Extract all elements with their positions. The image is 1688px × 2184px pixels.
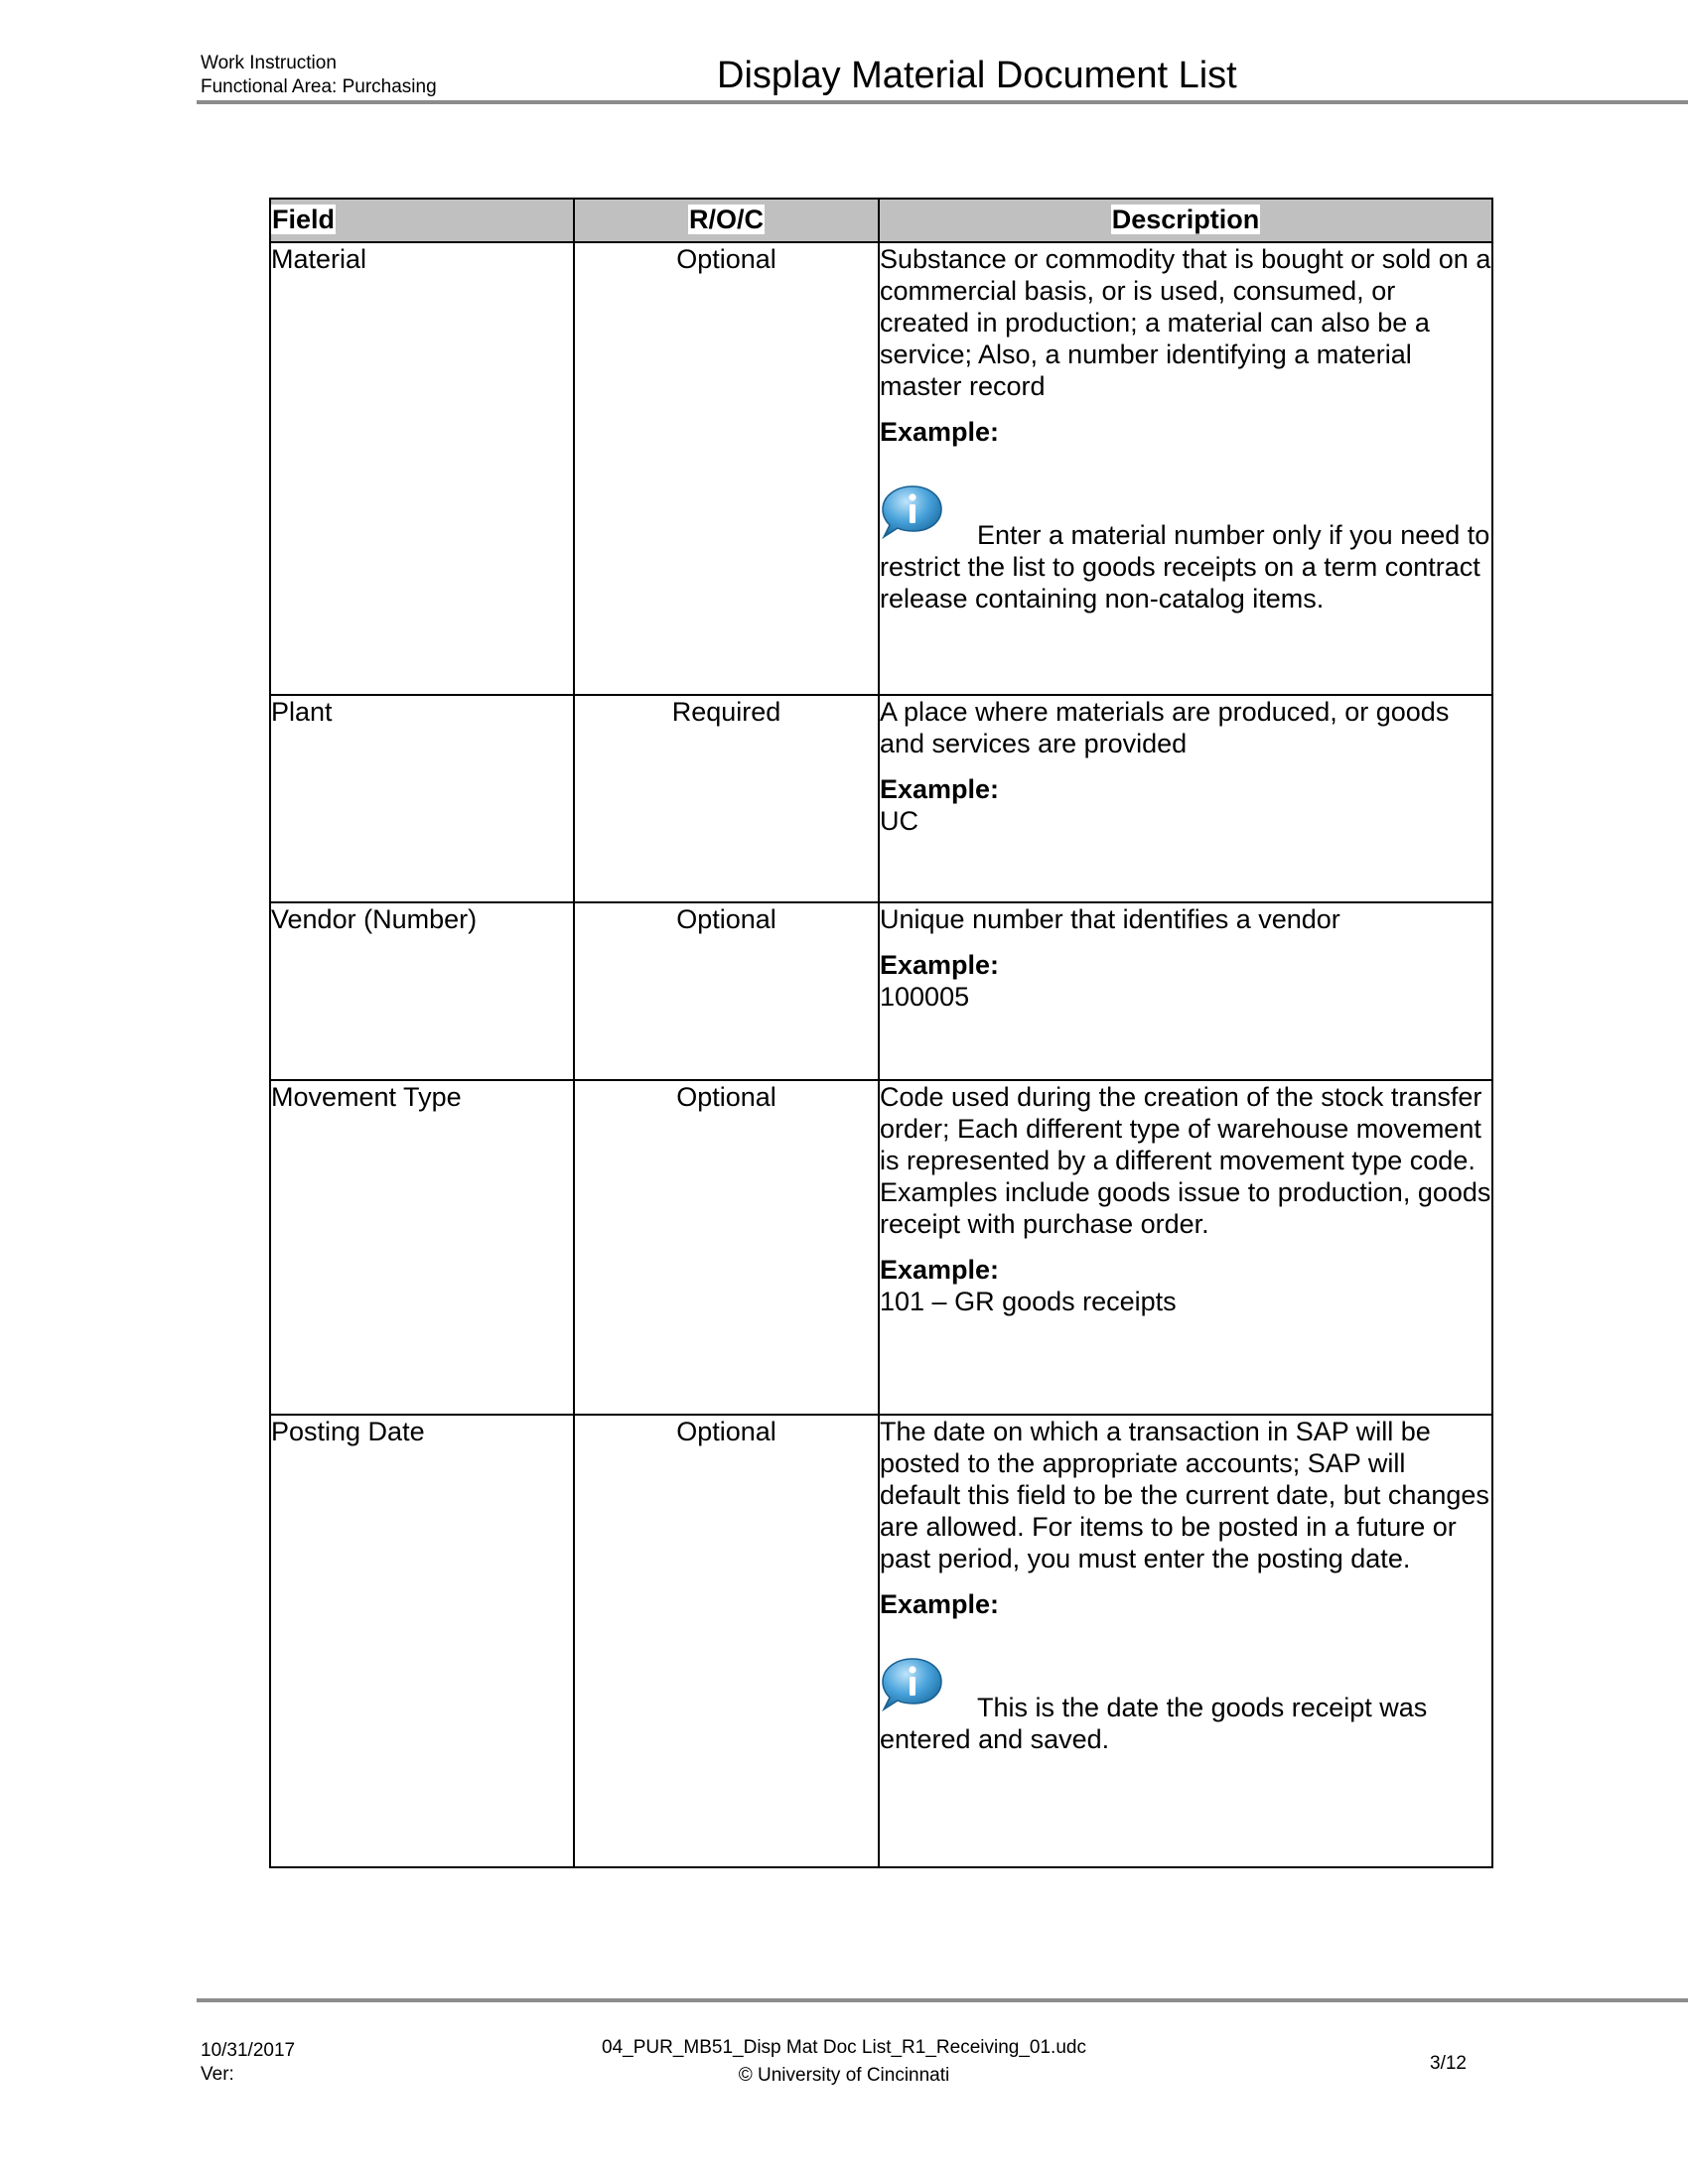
table-row-movement-type bbox=[270, 1080, 1492, 1415]
field-roc: Optional bbox=[574, 902, 879, 1080]
field-table bbox=[269, 198, 1493, 1868]
field-description-cell bbox=[879, 902, 1492, 1080]
field-roc: Optional bbox=[574, 242, 879, 695]
field-roc: Required bbox=[574, 695, 879, 902]
field-description-cell bbox=[879, 695, 1492, 902]
field-name: Material bbox=[270, 242, 574, 695]
column-header-field: Field bbox=[270, 199, 574, 242]
footer-divider bbox=[197, 1998, 1688, 2002]
footer-date: 10/31/2017 bbox=[201, 2040, 296, 2061]
table-header-row bbox=[270, 199, 1492, 242]
note-text: Enter a material number only if you need to restrict the list to goods receipts on a term contract release containing non-catalog items. bbox=[880, 520, 1490, 614]
info-note bbox=[880, 1658, 1491, 1755]
field-name: Vendor (Number) bbox=[270, 902, 574, 1080]
field-description: Unique number that identifies a vendor bbox=[880, 904, 1340, 934]
field-description-cell bbox=[879, 1080, 1492, 1415]
example-label: Example: bbox=[880, 1589, 1000, 1619]
field-description: The date on which a transaction in SAP will be posted to the appropriate accounts; SAP will default this field to be the current date, but changes are allowed. For items to be posted in a future or past period, you must enter the posting date. bbox=[880, 1417, 1489, 1573]
field-description-cell bbox=[879, 242, 1492, 695]
field-description-cell bbox=[879, 1415, 1492, 1867]
table-row-posting-date bbox=[270, 1415, 1492, 1867]
example-value: 101 – GR goods receipts bbox=[880, 1287, 1177, 1316]
field-description: A place where materials are produced, or goods and services are provided bbox=[880, 697, 1450, 758]
footer-filename: 04_PUR_MB51_Disp Mat Doc List_R1_Receiving_01.udc bbox=[602, 2037, 1086, 2058]
footer-version: Ver: bbox=[201, 2064, 234, 2085]
functional-area: Functional Area: Purchasing bbox=[201, 76, 437, 97]
footer-meta bbox=[201, 2039, 295, 2087]
note-text: This is the date the goods receipt was entered and saved. bbox=[880, 1693, 1428, 1754]
field-name: Movement Type bbox=[270, 1080, 574, 1415]
field-description: Substance or commodity that is bought or sold on a commercial basis, or is used, consumed, or created in production; a material can also be a service; Also, a number identifying a material master record bbox=[880, 244, 1491, 401]
table-row-vendor bbox=[270, 902, 1492, 1080]
doc-type: Work Instruction bbox=[201, 53, 337, 73]
footer-file-info bbox=[556, 2034, 1132, 2090]
example-label: Example: bbox=[880, 774, 1000, 804]
column-header-roc: R/O/C bbox=[574, 199, 879, 242]
example-label: Example: bbox=[880, 950, 1000, 980]
header-meta bbox=[201, 52, 437, 99]
field-name: Plant bbox=[270, 695, 574, 902]
example-label: Example: bbox=[880, 417, 1000, 447]
footer-copyright: © University of Cincinnati bbox=[738, 2065, 950, 2086]
table-row-material bbox=[270, 242, 1492, 695]
header-divider bbox=[197, 100, 1688, 104]
example-value: 100005 bbox=[880, 982, 970, 1012]
page-number: 3/12 bbox=[1430, 2053, 1467, 2074]
info-note bbox=[880, 485, 1491, 614]
field-roc: Optional bbox=[574, 1080, 879, 1415]
example-label: Example: bbox=[880, 1255, 1000, 1285]
field-description: Code used during the creation of the stock transfer order; Each different type of warehouse movement is represented by a different movement type code. Examples include goods issue to production, goods receipt with purchase order. bbox=[880, 1082, 1491, 1239]
column-header-description: Description bbox=[879, 199, 1492, 242]
example-value: UC bbox=[880, 806, 918, 836]
page-title: Display Material Document List bbox=[717, 55, 1237, 96]
info-bubble-icon bbox=[880, 483, 945, 541]
table-row-plant bbox=[270, 695, 1492, 902]
info-bubble-icon bbox=[880, 1656, 945, 1713]
field-name: Posting Date bbox=[270, 1415, 574, 1867]
field-roc: Optional bbox=[574, 1415, 879, 1867]
